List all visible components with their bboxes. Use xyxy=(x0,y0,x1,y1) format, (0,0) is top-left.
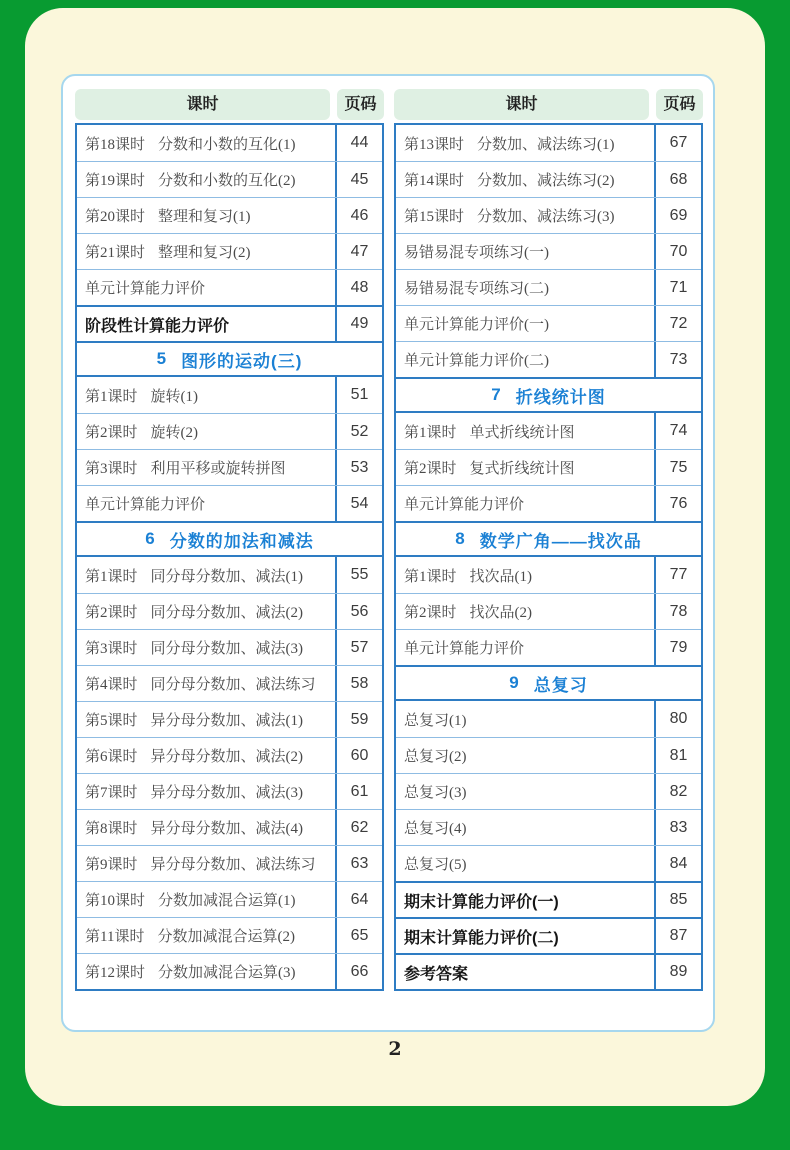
page-number-cell: 81 xyxy=(654,738,701,773)
lesson-title-cell xyxy=(77,673,335,694)
toc-row xyxy=(396,845,701,881)
lesson-title-cell xyxy=(77,817,335,838)
lesson-number: 第3课时 xyxy=(85,461,138,477)
page-number-cell: 61 xyxy=(335,774,382,809)
page-number-cell: 73 xyxy=(654,342,701,377)
toc-row xyxy=(396,593,701,629)
lesson-title: 单元计算能力评价(二) xyxy=(404,353,549,369)
lesson-title-cell xyxy=(396,205,654,226)
lesson-number: 第2课时 xyxy=(85,425,138,441)
lesson-title: 阶段性计算能力评价 xyxy=(85,317,230,335)
toc-row xyxy=(77,413,382,449)
lesson-title: 单元计算能力评价 xyxy=(85,281,206,297)
lesson-number: 第6课时 xyxy=(85,749,138,765)
toc-row xyxy=(77,449,382,485)
lesson-title: 单元计算能力评价 xyxy=(404,497,525,513)
toc-row xyxy=(77,665,382,701)
header-lesson: 课时 xyxy=(394,89,649,120)
lesson-number: 第7课时 xyxy=(85,785,138,801)
page-number-cell: 84 xyxy=(654,846,701,881)
section-number: 8 xyxy=(455,529,466,548)
page-number-cell: 58 xyxy=(335,666,382,701)
section-header-row xyxy=(396,665,701,701)
lesson-title-cell xyxy=(396,493,654,514)
lesson-title: 总复习(1) xyxy=(404,712,467,729)
lesson-title-cell xyxy=(396,169,654,190)
lesson-title-cell xyxy=(77,205,335,226)
lesson-number: 第1课时 xyxy=(85,568,138,585)
lesson-title: 总复习(4) xyxy=(404,821,467,837)
page-number-cell: 48 xyxy=(335,270,382,305)
toc-table-left xyxy=(75,123,384,991)
lesson-number: 第12课时 xyxy=(85,965,146,981)
page-number-cell: 47 xyxy=(335,234,382,269)
lesson-title-cell xyxy=(396,241,654,262)
lesson-number: 第1课时 xyxy=(85,388,138,405)
lesson-title-cell xyxy=(77,709,335,730)
header-lesson: 课时 xyxy=(75,89,330,120)
toc-row xyxy=(396,809,701,845)
lesson-number: 第9课时 xyxy=(85,857,138,873)
page-number-cell: 83 xyxy=(654,810,701,845)
page-number-cell: 67 xyxy=(654,125,701,161)
lesson-title-cell xyxy=(77,241,335,262)
toc-row xyxy=(396,197,701,233)
toc-row xyxy=(396,917,701,953)
page-number-cell: 64 xyxy=(335,882,382,917)
toc-row xyxy=(396,305,701,341)
page-number-cell: 45 xyxy=(335,162,382,197)
lesson-number: 第3课时 xyxy=(85,641,138,657)
toc-row xyxy=(77,269,382,305)
lesson-title-cell xyxy=(77,781,335,802)
toc-column-left xyxy=(75,89,384,1030)
page-number-cell: 66 xyxy=(335,954,382,989)
page-number-cell: 60 xyxy=(335,738,382,773)
lesson-number: 第19课时 xyxy=(85,173,146,189)
lesson-title: 分数和小数的互化(2) xyxy=(158,173,296,189)
lesson-title-cell xyxy=(396,853,654,874)
toc-row xyxy=(396,341,701,377)
toc-row xyxy=(396,449,701,485)
page-number-cell: 89 xyxy=(654,955,701,989)
lesson-title-cell xyxy=(77,925,335,946)
lesson-title-cell xyxy=(77,961,335,982)
toc-row xyxy=(396,269,701,305)
section-title: 折线统计图 xyxy=(515,387,606,407)
lesson-number: 第5课时 xyxy=(85,713,138,729)
lesson-number: 第2课时 xyxy=(85,605,138,621)
page-number-cell: 56 xyxy=(335,594,382,629)
toc-row xyxy=(77,881,382,917)
page-number-cell: 46 xyxy=(335,198,382,233)
lesson-title-cell xyxy=(77,889,335,910)
lesson-title-cell xyxy=(396,709,654,730)
lesson-title: 整理和复习(2) xyxy=(158,245,251,261)
toc-row xyxy=(396,773,701,809)
toc-row xyxy=(77,701,382,737)
toc-row xyxy=(396,701,701,737)
section-title: 总复习 xyxy=(533,675,588,695)
lesson-title: 找次品(1) xyxy=(469,568,533,585)
lesson-number: 第8课时 xyxy=(85,821,138,837)
lesson-title: 单式折线统计图 xyxy=(469,424,575,441)
lesson-title: 易错易混专项练习(二) xyxy=(404,281,549,297)
lesson-number: 第1课时 xyxy=(404,568,457,585)
page-number-cell: 57 xyxy=(335,630,382,665)
lesson-title: 分数和小数的互化(1) xyxy=(158,136,296,153)
toc-row xyxy=(77,737,382,773)
lesson-title-cell xyxy=(396,277,654,298)
lesson-title: 期末计算能力评价(二) xyxy=(404,929,559,947)
page-number-cell: 49 xyxy=(335,307,382,341)
lesson-title: 异分母分数加、减法(3) xyxy=(150,785,304,801)
toc-column-right xyxy=(394,89,703,1030)
lesson-title: 异分母分数加、减法(2) xyxy=(150,749,304,765)
section-header-row xyxy=(77,521,382,557)
lesson-title-cell xyxy=(77,421,335,442)
lesson-number: 第2课时 xyxy=(404,461,457,477)
lesson-number: 第14课时 xyxy=(404,173,465,189)
lesson-title: 总复习(3) xyxy=(404,785,467,801)
column-header xyxy=(75,89,384,120)
lesson-title: 分数加减混合运算(2) xyxy=(157,929,295,945)
toc-row xyxy=(396,737,701,773)
page-number-cell: 68 xyxy=(654,162,701,197)
page-number-cell: 82 xyxy=(654,774,701,809)
lesson-number: 第10课时 xyxy=(85,893,146,909)
lesson-title-cell xyxy=(396,349,654,370)
lesson-title: 单元计算能力评价(一) xyxy=(404,317,549,333)
lesson-title: 旋转(2) xyxy=(150,425,199,441)
lesson-title-cell xyxy=(77,385,335,406)
toc-row xyxy=(77,593,382,629)
section-number: 9 xyxy=(509,673,520,692)
lesson-number: 第1课时 xyxy=(404,424,457,441)
toc-row xyxy=(396,953,701,989)
lesson-title-cell xyxy=(396,457,654,478)
lesson-title: 利用平移或旋转拼图 xyxy=(150,461,286,477)
lesson-number: 第2课时 xyxy=(404,605,457,621)
toc-row xyxy=(77,485,382,521)
page-number-cell: 53 xyxy=(335,450,382,485)
lesson-title: 单元计算能力评价 xyxy=(404,641,525,657)
lesson-number: 第21课时 xyxy=(85,245,146,261)
lesson-title-cell xyxy=(396,421,654,442)
header-page: 页码 xyxy=(337,89,384,120)
toc-row xyxy=(77,125,382,161)
toc-row xyxy=(396,125,701,161)
toc-row xyxy=(396,161,701,197)
lesson-title-cell xyxy=(396,313,654,334)
page-number-cell: 70 xyxy=(654,234,701,269)
page-number-cell: 72 xyxy=(654,306,701,341)
page-number-cell: 74 xyxy=(654,413,701,449)
lesson-title: 分数加减混合运算(1) xyxy=(158,893,296,909)
section-header-row xyxy=(396,377,701,413)
toc-row xyxy=(77,161,382,197)
page-number-cell: 62 xyxy=(335,810,382,845)
lesson-title-cell xyxy=(396,925,654,948)
lesson-title: 整理和复习(1) xyxy=(158,209,251,225)
toc-row xyxy=(396,233,701,269)
page-footer-number: 2 xyxy=(388,1038,402,1060)
toc-panel xyxy=(61,74,715,1032)
lesson-title: 参考答案 xyxy=(404,965,469,983)
lesson-title-cell xyxy=(396,781,654,802)
toc-row xyxy=(77,557,382,593)
page-number-cell: 87 xyxy=(654,919,701,953)
page-number-cell: 79 xyxy=(654,630,701,665)
toc-row xyxy=(396,881,701,917)
page-number-cell: 69 xyxy=(654,198,701,233)
toc-row xyxy=(77,845,382,881)
toc-row xyxy=(77,809,382,845)
lesson-title: 同分母分数加、减法(1) xyxy=(150,568,304,585)
lesson-title-cell xyxy=(77,745,335,766)
lesson-number: 第18课时 xyxy=(85,136,146,153)
lesson-title: 分数加减混合运算(3) xyxy=(158,965,296,981)
lesson-title-cell xyxy=(396,961,654,984)
page-number-cell: 65 xyxy=(335,918,382,953)
lesson-title-cell xyxy=(77,169,335,190)
lesson-number: 第13课时 xyxy=(404,136,465,153)
column-header xyxy=(394,89,703,120)
lesson-number: 第11课时 xyxy=(85,929,145,945)
lesson-title-cell xyxy=(77,637,335,658)
lesson-title-cell xyxy=(77,601,335,622)
toc-row xyxy=(396,485,701,521)
lesson-title-cell xyxy=(396,817,654,838)
page-number-cell: 51 xyxy=(335,377,382,413)
lesson-title: 总复习(2) xyxy=(404,749,467,765)
section-title: 分数的加法和减法 xyxy=(169,531,314,551)
section-title: 数学广角——找次品 xyxy=(479,531,642,551)
lesson-title-cell xyxy=(77,565,335,586)
lesson-title-cell xyxy=(396,565,654,586)
lesson-title: 异分母分数加、减法(1) xyxy=(150,713,304,729)
page-number-cell: 44 xyxy=(335,125,382,161)
lesson-title: 同分母分数加、减法(3) xyxy=(150,641,304,657)
page-number-cell: 75 xyxy=(654,450,701,485)
page-number-cell: 78 xyxy=(654,594,701,629)
toc-row xyxy=(77,953,382,989)
lesson-title-cell xyxy=(396,637,654,658)
lesson-title-cell xyxy=(77,853,335,874)
lesson-title: 分数加、减法练习(1) xyxy=(477,136,615,153)
lesson-title: 易错易混专项练习(一) xyxy=(404,245,549,261)
lesson-title: 异分母分数加、减法(4) xyxy=(150,821,304,837)
lesson-title-cell xyxy=(396,133,654,154)
toc-row xyxy=(396,557,701,593)
toc-table-right xyxy=(394,123,703,991)
lesson-number: 第4课时 xyxy=(85,677,138,693)
lesson-number: 第20课时 xyxy=(85,209,146,225)
lesson-title: 复式折线统计图 xyxy=(469,461,575,477)
toc-row xyxy=(77,629,382,665)
lesson-title: 同分母分数加、减法(2) xyxy=(150,605,304,621)
section-header-row xyxy=(396,521,701,557)
lesson-title-cell xyxy=(77,493,335,514)
section-number: 7 xyxy=(491,385,502,404)
toc-row xyxy=(77,773,382,809)
lesson-title: 单元计算能力评价 xyxy=(85,497,206,513)
lesson-title-cell xyxy=(396,745,654,766)
page-number-cell: 52 xyxy=(335,414,382,449)
lesson-title: 旋转(1) xyxy=(150,388,199,405)
section-number: 6 xyxy=(145,529,156,548)
toc-row xyxy=(77,917,382,953)
lesson-title: 分数加、减法练习(2) xyxy=(477,173,615,189)
toc-row xyxy=(77,377,382,413)
toc-row xyxy=(396,413,701,449)
lesson-title: 期末计算能力评价(一) xyxy=(404,893,559,911)
page-number-cell: 55 xyxy=(335,557,382,593)
lesson-title-cell xyxy=(77,133,335,154)
page-number-cell: 59 xyxy=(335,702,382,737)
lesson-title-cell xyxy=(77,457,335,478)
page-number-cell: 71 xyxy=(654,270,701,305)
toc-row xyxy=(77,197,382,233)
page-number-cell: 76 xyxy=(654,486,701,521)
header-page: 页码 xyxy=(656,89,703,120)
lesson-title: 分数加、减法练习(3) xyxy=(477,209,615,225)
lesson-title-cell xyxy=(77,277,335,298)
content-sheet xyxy=(25,8,765,1106)
lesson-title: 同分母分数加、减法练习 xyxy=(150,677,316,693)
lesson-number: 第15课时 xyxy=(404,209,465,225)
lesson-title: 异分母分数加、减法练习 xyxy=(150,857,316,873)
page-number-cell: 85 xyxy=(654,883,701,917)
section-number: 5 xyxy=(156,349,168,368)
section-title: 图形的运动(三) xyxy=(181,351,303,371)
toc-row xyxy=(396,629,701,665)
page-number-cell: 63 xyxy=(335,846,382,881)
page-number-cell: 77 xyxy=(654,557,701,593)
page-number-cell: 80 xyxy=(654,701,701,737)
section-header-row xyxy=(77,341,382,377)
lesson-title-cell xyxy=(77,313,335,336)
lesson-title-cell xyxy=(396,601,654,622)
lesson-title: 找次品(2) xyxy=(469,605,533,621)
lesson-title: 总复习(5) xyxy=(404,857,467,873)
toc-row xyxy=(77,305,382,341)
lesson-title-cell xyxy=(396,889,654,912)
page-number-cell: 54 xyxy=(335,486,382,521)
toc-row xyxy=(77,233,382,269)
